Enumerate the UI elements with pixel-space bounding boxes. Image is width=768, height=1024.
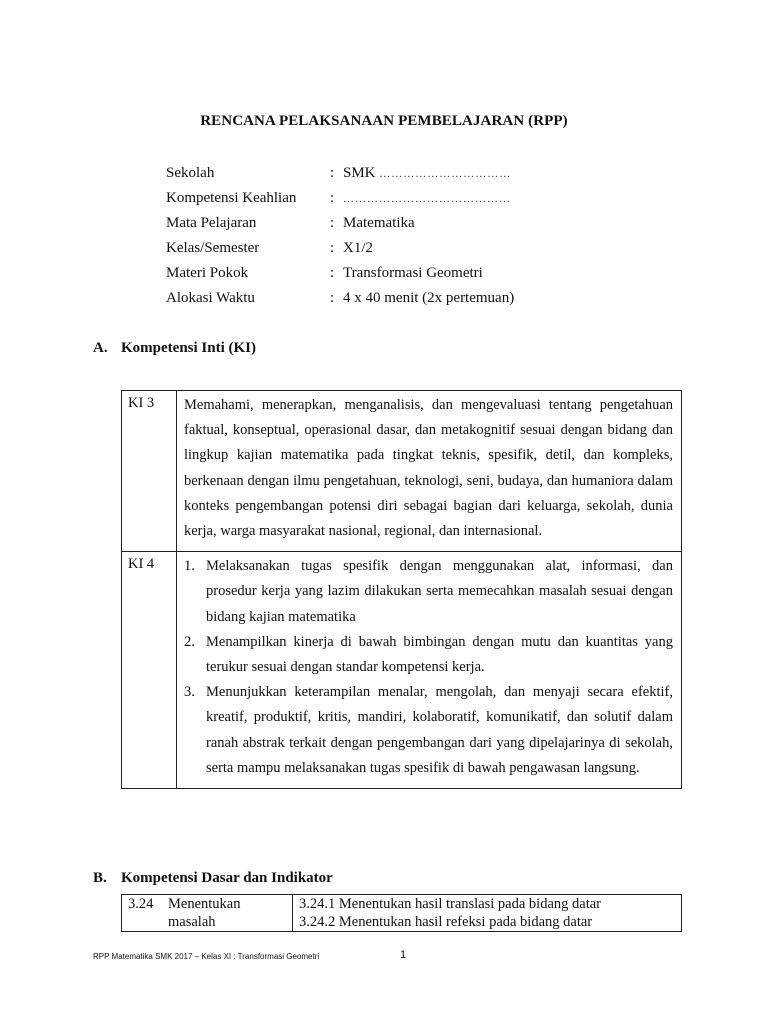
list-item-number: 1. bbox=[184, 558, 195, 575]
info-label: Alokasi Waktu bbox=[166, 290, 255, 306]
fill-dots: …………………………… bbox=[379, 168, 512, 180]
page-footer: RPP Matematika SMK 2017 – Kelas XI : Transformasi Geometri bbox=[93, 952, 320, 961]
kd-row bbox=[122, 895, 682, 932]
kd-indicator: 3.24.2 Menentukan hasil refeksi pada bidang datar bbox=[299, 914, 593, 930]
info-colon: : bbox=[330, 215, 335, 231]
info-value bbox=[343, 161, 511, 187]
section-heading-b bbox=[93, 870, 333, 887]
info-value: Matematika bbox=[343, 215, 415, 231]
fill-dots: …………………………………… bbox=[343, 193, 511, 205]
section-title: Kompetensi Dasar dan Indikator bbox=[121, 870, 333, 886]
info-row-sekolah bbox=[166, 161, 646, 186]
list-item bbox=[184, 630, 673, 680]
kd-competency-cell bbox=[122, 895, 293, 932]
section-title: Kompetensi Inti (KI) bbox=[121, 340, 256, 356]
info-row-kompetensi-keahlian bbox=[166, 186, 646, 211]
ki-item-list bbox=[177, 552, 682, 789]
info-row-kelas-semester bbox=[166, 236, 646, 261]
info-colon: : bbox=[330, 290, 335, 306]
list-item bbox=[184, 680, 673, 781]
list-item bbox=[184, 554, 673, 630]
list-item-number: 3. bbox=[184, 684, 195, 701]
list-item-text: Menunjukkan keterampilan menalar, mengolah, dan menyaji secara efektif, kreatif, produktif, kritis, mandiri, kolaboratif, komunikatif, dan solutif dalam ranah abstrak terkait dengan pengembangan dari yang dipelajarinya di sekolah, serta mampu melaksanakan tugas spesifik di bawah pengawasan langsung. bbox=[206, 684, 673, 776]
list-item-number: 2. bbox=[184, 633, 195, 650]
info-label: Kelas/Semester bbox=[166, 240, 260, 256]
ki-row-4 bbox=[122, 552, 682, 789]
ki-table bbox=[121, 390, 682, 789]
section-letter: B. bbox=[93, 870, 107, 886]
ki-description: Memahami, menerapkan, menganalisis, dan mengevaluasi tentang pengetahuan faktual, konseptual, operasional dasar, dan metakognitif sesuai dengan bidang dan lingkup kajian matematika pada tingkat teknis, spesifik, detil, dan kompleks, berkenaan dengan ilmu pengetahuan, teknologi, seni, budaya, dan humaniora dalam konteks pengembangan potensi diri sebagai bagian dari keluarga, sekolah, dunia kerja, warga masyarakat nasional, regional, dan internasional. bbox=[177, 391, 682, 552]
info-value-text: SMK bbox=[343, 165, 376, 181]
info-colon: : bbox=[330, 190, 335, 206]
info-block bbox=[166, 161, 646, 311]
info-row-materi-pokok bbox=[166, 261, 646, 286]
info-value: 4 x 40 menit (2x pertemuan) bbox=[343, 290, 515, 306]
section-heading-a bbox=[93, 340, 256, 357]
kd-competency bbox=[128, 895, 286, 931]
kd-number: 3.24 bbox=[128, 896, 154, 912]
info-label: Mata Pelajaran bbox=[166, 215, 257, 231]
info-colon: : bbox=[330, 165, 335, 181]
info-value: X1/2 bbox=[343, 240, 373, 256]
info-value bbox=[343, 186, 511, 212]
info-label: Kompetensi Keahlian bbox=[166, 190, 297, 206]
info-label: Materi Pokok bbox=[166, 265, 249, 281]
page-number: 1 bbox=[400, 949, 407, 961]
info-row-alokasi-waktu bbox=[166, 286, 646, 311]
ki-row-3 bbox=[122, 391, 682, 552]
info-label: Sekolah bbox=[166, 165, 215, 181]
info-value: Transformasi Geometri bbox=[343, 265, 483, 281]
kd-indicator-cell bbox=[293, 895, 682, 932]
info-row-mata-pelajaran bbox=[166, 211, 646, 236]
section-letter: A. bbox=[93, 340, 108, 356]
kd-indicator: 3.24.1 Menentukan hasil translasi pada bidang datar bbox=[299, 896, 602, 912]
info-colon: : bbox=[330, 240, 335, 256]
info-colon: : bbox=[330, 265, 335, 281]
list-item-text: Menampilkan kinerja di bawah bimbingan dengan mutu dan kuantitas yang terukur sesuai dengan standar kompetensi kerja. bbox=[206, 633, 673, 676]
ki-code: KI 3 bbox=[122, 391, 177, 552]
ki-code: KI 4 bbox=[122, 552, 177, 789]
document-title: RENCANA PELAKSANAAN PEMBELAJARAN (RPP) bbox=[200, 113, 568, 129]
list-item-text: Melaksanakan tugas spesifik dengan menggunakan alat, informasi, dan prosedur kerja yang lazim dilakukan serta memecahkan masalah sesuai dengan bidang kajian matematika bbox=[206, 558, 673, 625]
kd-table bbox=[121, 894, 682, 932]
kd-text: Menentukan masalah bbox=[168, 896, 241, 930]
